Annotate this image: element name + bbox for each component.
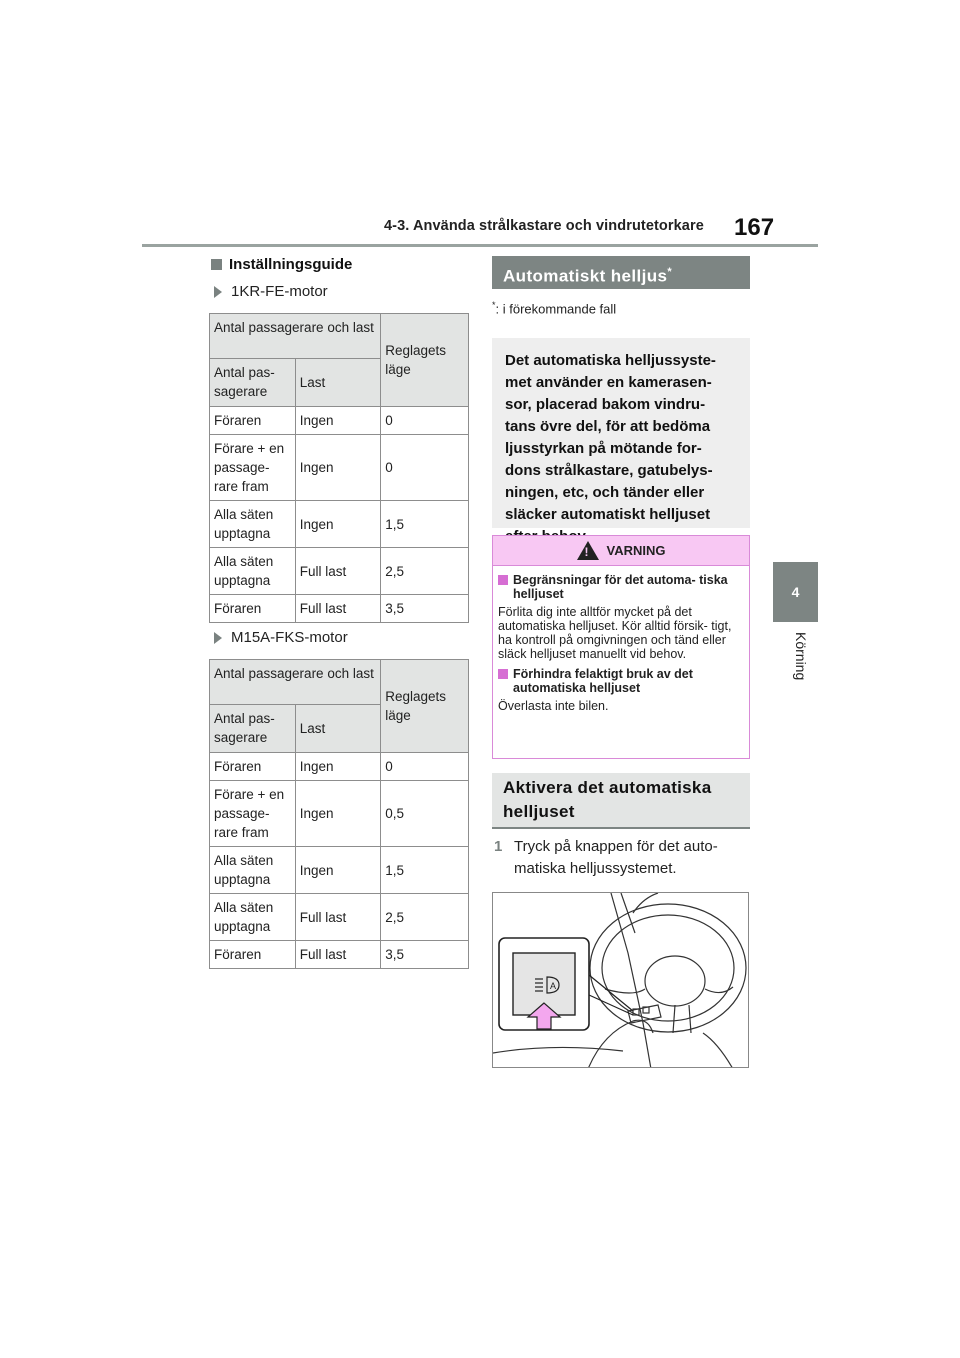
- cell-load: Ingen: [295, 753, 380, 781]
- cell-load: Ingen: [295, 435, 380, 501]
- pink-bullet-icon: [498, 669, 508, 679]
- cell-load: Full last: [295, 595, 380, 623]
- warning-title: VARNING: [606, 543, 666, 558]
- warning-item-text: Förlita dig inte alltför mycket på det automatiska helljuset. Kör alltid försik- tigt, ha kontroll på omgivningen och tänd eller släck helljuset manuellt vid behov.: [498, 605, 732, 661]
- square-bullet-icon: [211, 259, 222, 270]
- step-number: 1: [494, 838, 503, 855]
- table-row: [210, 501, 469, 548]
- cell-load: Ingen: [295, 847, 380, 894]
- cell-load: Ingen: [295, 501, 380, 548]
- cell-position: 0,5: [381, 781, 469, 847]
- warning-item-title: [498, 667, 740, 695]
- pink-bullet-icon: [498, 575, 508, 585]
- table-row: [210, 548, 469, 595]
- cell-load: Full last: [295, 548, 380, 595]
- header-load: Last: [295, 359, 380, 407]
- table-row: [210, 847, 469, 894]
- auto-highbeam-title: Automatiskt helljus: [503, 266, 668, 286]
- header-num-passengers: Antal pas- sagerare: [210, 705, 296, 753]
- cell-load: Ingen: [295, 781, 380, 847]
- step-text: Tryck på knappen för det auto- matiska helljussystemet.: [514, 838, 718, 877]
- cell-passengers: Förare + en passage- rare fram: [210, 435, 296, 501]
- header-rule: [142, 244, 818, 247]
- table-row: [210, 941, 469, 969]
- cell-position: 1,5: [381, 847, 469, 894]
- page-number: 167: [734, 214, 775, 241]
- header-passengers-load: Antal passagerare och last: [210, 660, 381, 705]
- cell-passengers: Föraren: [210, 753, 296, 781]
- engine-1-label: 1KR-FE-motor: [231, 283, 328, 300]
- cell-position: 2,5: [381, 548, 469, 595]
- warning-item-title: [498, 573, 740, 601]
- svg-text:A: A: [550, 981, 557, 991]
- auto-highbeam-intro: Det automatiska helljussyste- met använder en kamerasen- sor, placerad bakom vindru- tans övre del, för att bedöma ljusstyrkan på mötande for- dons strålkastare, gatubelys- ningen, etc, och tänder eller släcker automatiskt helljuset: [492, 338, 750, 528]
- warning-item-text: Överlasta inte bilen.: [498, 699, 609, 713]
- header-num-passengers: Antal pas- sagerare: [210, 359, 296, 407]
- step-1: [492, 836, 750, 880]
- cell-passengers: Förare + en passage- rare fram: [210, 781, 296, 847]
- footnote-text: : i förekommande fall: [495, 301, 617, 317]
- auto-highbeam-title-bar: [492, 256, 750, 289]
- dashboard-illustration: [492, 892, 749, 1068]
- cell-passengers: Föraren: [210, 941, 296, 969]
- cell-position: 0: [381, 435, 469, 501]
- cell-position: 1,5: [381, 501, 469, 548]
- settings-table-m15a: [209, 659, 469, 969]
- cell-passengers: Alla säten upptagna: [210, 894, 296, 941]
- table-row: [210, 753, 469, 781]
- engine-1-heading: [214, 283, 328, 300]
- footnote: [492, 300, 616, 316]
- cell-position: 2,5: [381, 894, 469, 941]
- chapter-label: Körning: [793, 632, 809, 681]
- chapter-tab: 4: [773, 562, 818, 622]
- footnote-asterisk: *: [492, 300, 496, 310]
- cell-position: 3,5: [381, 941, 469, 969]
- running-header: 4-3. Använda strålkastare och vindrutetorkare: [384, 218, 704, 234]
- steering-hub: [645, 956, 705, 1006]
- triangle-bullet-icon: [214, 632, 222, 644]
- table-row: [210, 435, 469, 501]
- activate-title-bar: Aktivera det automatiska helljuset: [492, 773, 750, 829]
- table-row: [210, 781, 469, 847]
- engine-2-heading: [214, 629, 348, 646]
- cell-load: Full last: [295, 894, 380, 941]
- header-passengers-load: Antal passagerare och last: [210, 314, 381, 359]
- settings-guide-heading: [211, 256, 352, 273]
- table-row: [210, 894, 469, 941]
- header-load: Last: [295, 705, 380, 753]
- header-lever-position: Reglagets läge: [381, 660, 469, 753]
- warning-header: [493, 536, 749, 566]
- warning-body: [493, 566, 749, 713]
- triangle-bullet-icon: [214, 286, 222, 298]
- cell-passengers: Föraren: [210, 595, 296, 623]
- dashboard-drawing: [493, 893, 749, 1068]
- cell-passengers: Alla säten upptagna: [210, 847, 296, 894]
- cell-load: Ingen: [295, 407, 380, 435]
- warning-item-title-text: Förhindra felaktigt bruk av det automatiska helljuset: [513, 667, 693, 695]
- engine-2-label: M15A-FKS-motor: [231, 629, 348, 646]
- cell-position: 0: [381, 407, 469, 435]
- steering-wheel-outer: [590, 904, 746, 1032]
- warning-triangle-icon: [577, 541, 599, 560]
- cell-load: Full last: [295, 941, 380, 969]
- table-row: [210, 595, 469, 623]
- cell-passengers: Alla säten upptagna: [210, 548, 296, 595]
- cell-position: 3,5: [381, 595, 469, 623]
- warning-box: [492, 535, 750, 759]
- header-lever-position: Reglagets läge: [381, 314, 469, 407]
- settings-guide-title: Inställningsguide: [229, 256, 353, 273]
- settings-table-1kr: [209, 313, 469, 623]
- warning-item-title-text: Begränsningar för det automa- tiska helljuset: [513, 573, 728, 601]
- title-asterisk: *: [667, 266, 673, 278]
- cell-passengers: Föraren: [210, 407, 296, 435]
- table-row: [210, 407, 469, 435]
- cell-position: 0: [381, 753, 469, 781]
- cell-passengers: Alla säten upptagna: [210, 501, 296, 548]
